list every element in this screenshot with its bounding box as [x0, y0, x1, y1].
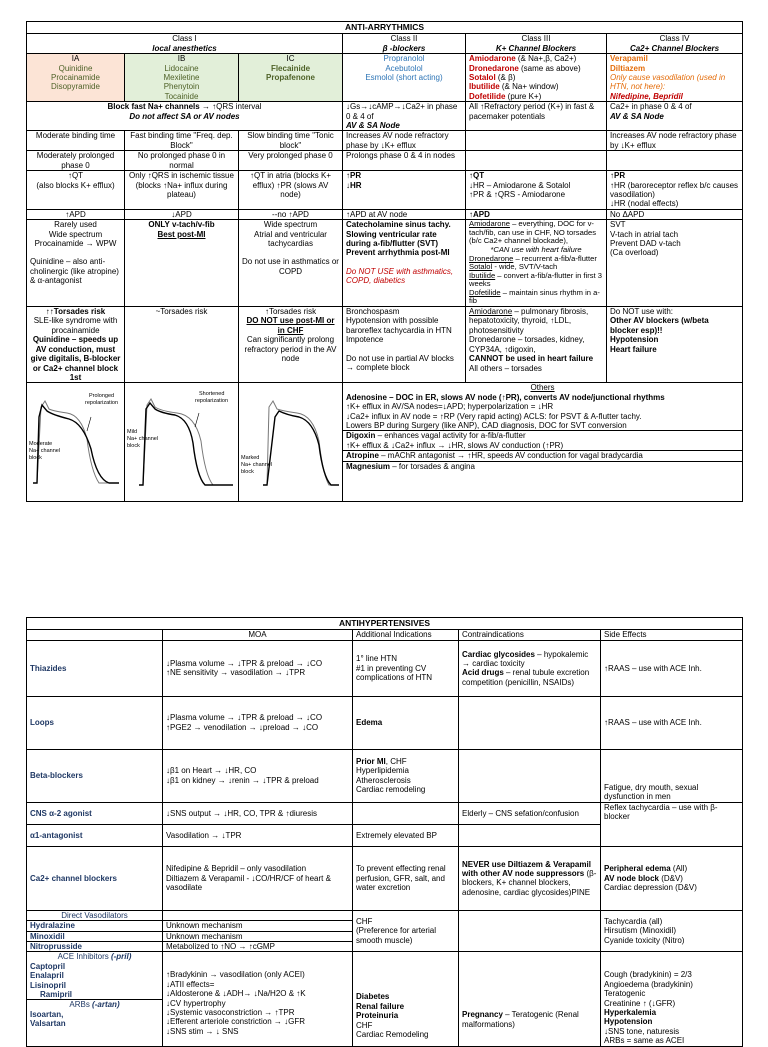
ia-binding: Moderate binding time [27, 131, 125, 151]
adenosine-text: ↓Ca2+ influx in AV node = ↑RP (Very rapid acting) ACLS: for PSVT & A-flutter tachy. [346, 411, 642, 421]
ia-ecg-note: (also blocks K+ efflux) [36, 180, 115, 190]
drug-class-name: Ca2+ channel blockers [27, 846, 163, 910]
class4-ecg: ↑PR [610, 171, 626, 181]
ic-apd: --no ↑APD [239, 209, 343, 219]
ic-label: IC [286, 54, 295, 64]
direct-vasodilators-indication: CHF (Preference for arterial smooth muscle) [353, 910, 459, 952]
class4-binding: Increases AV node refractory phase by ↓K+ efflux [607, 131, 743, 151]
class3-use-drug: Dofetilide [469, 287, 501, 297]
ap-label: Na+ channel [29, 448, 61, 455]
thiazides-contraindication: Acid drugs [462, 668, 504, 678]
thiazides-contraindication: Cardiac glycosides [462, 649, 535, 659]
ace-moa: ↑Bradykinin → vasodilation (only ACEI) ↓ATII effects= ↓Aldosterone & ↓ADH→ ↓Na/H2O & ↑K ↓CV hypertrophy ↓Systemic vasoconstriction → ↑TPR ↓Efferent arteriole constriction → ↓GFR ↓SNS stim → ↓ SNS [163, 952, 353, 1046]
ccb-indication: To prevent effecting renal perfusion, GFR, salt, and water excretion [353, 846, 459, 910]
ia-phase0: Moderately prolonged phase 0 [27, 151, 125, 171]
ccb-side-effect: (D&V) [658, 873, 683, 883]
adenosine-text: Lowers BP during Surgery (like ANP), CAD diagnosis, DOC for SVT conversion [346, 420, 627, 430]
ap-label: repolarization [195, 398, 229, 405]
ace-contraindication: Pregnancy [462, 1010, 503, 1020]
digoxin-text: – enhances vagal activity for a-fib/a-flutter [375, 431, 526, 441]
ccb-side-effect: AV node block [604, 873, 659, 883]
ccb-side-effect: Peripheral edema [604, 864, 671, 874]
drug-class-name: α1-antagonist [27, 824, 163, 846]
class3-use-text: – maintain sinus rhythm in a-fib [469, 287, 600, 306]
ccb-contraindication: (β-blockers, K+ channel blockers, adenosine, cardiac glycosides)PINE [462, 868, 597, 897]
drug-class-name: Loops [27, 696, 163, 749]
ia-toxicity-quinidine: Quinidine – speeds up AV conduction, must give digitalis, B-blocker or Ca2+ channel block 1st [30, 335, 121, 382]
antihypertensives-table [26, 617, 742, 1047]
class3-drug: Dronedarone [469, 63, 519, 73]
class3-drug: Sotalol [469, 73, 496, 83]
column-header [27, 630, 163, 640]
class3-drug-note: (& Na+,β, Ca2+) [515, 54, 577, 64]
ic-toxicity-warning: DO NOT use post-MI or in CHF [246, 316, 335, 335]
ib-label: IB [177, 54, 186, 64]
ic-use: Wide spectrum Atrial and ventricular tachycardias [254, 220, 327, 248]
class2-use-warning: Do NOT USE with asthmatics, COPD, diabetics [346, 266, 454, 286]
ib-drug: Lidocaine [164, 63, 199, 73]
class3-use-text: – everything, DOC for v-tach/fib, can use in CHF, NO torsades (b/c Ca2+ channel blockade), [469, 219, 597, 246]
class3-binding [466, 131, 607, 151]
ace-inhibitors-heading: ACE Inhibitors [57, 952, 109, 962]
antiarrhythmics-title: ANTI-ARRYTHMICS [27, 22, 743, 34]
class2-drug-note: (short acting) [393, 73, 443, 83]
ccb-side-effect: Cardiac depression (D&V) [604, 883, 697, 893]
drug-name: Captopril [30, 961, 66, 971]
drug-name: Lisinopril [30, 980, 66, 990]
ia-label: IA [71, 54, 80, 64]
ia-use-quinidine: Quinidine – also anti-cholinergic (like atropine) & α-antagonist [30, 257, 119, 286]
ic-toxicity: ↑Torsades risk [264, 307, 317, 317]
ib-drug: Mexiletine [163, 73, 200, 83]
ace-inhibitors-suffix: (-pril) [108, 952, 132, 962]
drug-name: Nitroprusside [27, 942, 163, 952]
digoxin-text: ↑K+ efflux & ↓Ca2+ influx → ↓HR, slows AV conduction (↑PR) [346, 440, 564, 450]
ia-use: Rarely used Wide spectrum Procainamide → WPW [34, 220, 117, 248]
ia-drug: Procainamide [51, 73, 100, 83]
ic-phase0: Very prolonged phase 0 [239, 151, 343, 171]
class3-drug-note: (same as above) [518, 63, 581, 73]
class2-ecg: ↓HR [346, 180, 362, 190]
class4-drug: Diltiazem [610, 63, 646, 73]
ic-drug: Flecainide [270, 63, 311, 73]
arbs-heading: ARBs [69, 1000, 90, 1010]
class4-toxicity: Hypotension [610, 335, 659, 345]
ap-label: Moderate [29, 441, 53, 448]
ia-drug: Disopyramide [51, 82, 100, 92]
class3-toxicity: Dronedarone – torsades, kidney, CYP34A, ↑digoxin, [469, 335, 585, 354]
class2-use: Catecholamine sinus tachy. [346, 220, 451, 230]
class4-toxicity: Do NOT use with: [610, 307, 673, 317]
class2-drug: Acebutolol [385, 63, 423, 73]
class3-drug: Dofetilide [469, 91, 506, 101]
class2-phase: Prolongs phase 0 & 4 in nodes [343, 151, 466, 171]
ace-indications: CHF Cardiac Remodeling [356, 1020, 429, 1040]
direct-vasodilators-side-effects: Tachycardia (all) Hirsutism (Minoxidil) Cyanide toxicity (Nitro) [601, 910, 743, 952]
class2-subtitle: β -blockers [382, 43, 426, 53]
class4-note-drugs: Nifedipine, Bepridil [610, 91, 683, 101]
ib-toxicity: ~Torsades risk [125, 307, 239, 383]
class4-drug: Verapamil [610, 54, 648, 64]
beta-blockers-moa: ↓β1 on Heart → ↓HR, CO ↓β1 on kidney → ↓renin → ↓TPR & preload [163, 749, 353, 802]
ace-indications: Diabetes Renal failure Proteinuria [356, 992, 405, 1021]
ace-side-effects: ↓SNS tone, naturesis ARBs = same as ACEI [604, 1026, 685, 1046]
drug-class-name: CNS α-2 agonist [27, 802, 163, 824]
class1-mechanism-note: Do not affect SA or AV nodes [129, 111, 240, 121]
drug-name: Hydralazine [27, 921, 163, 931]
ic-binding: Slow binding time "Tonic block" [239, 131, 343, 151]
direct-vasodilator-moa: Metabolized to ↑NO → ↑cGMP [163, 942, 353, 952]
column-header: Additional Indications [353, 630, 459, 640]
class2-drug: Propranolol [383, 54, 425, 64]
ib-binding: Fast binding time "Freq. dep. Block" [125, 131, 239, 151]
atropine-text: – mAChR antagonist → ↑HR, speeds AV conduction for vagal bradycardia [378, 451, 643, 461]
ic-action-potential-diagram [239, 383, 343, 502]
class3-drug-note: (pure K+) [505, 91, 542, 101]
drug-name: Enalapril [30, 971, 64, 981]
ccb-moa: Nifedipine & Bepridil – only vasodilation Diltiazem & Verapamil - ↓CO/HR/CF of heart & vasodilate [163, 846, 353, 910]
empty-cell [607, 151, 743, 171]
drug-name: Ramipril [40, 990, 73, 1000]
ia-toxicity: ↑↑Torsades risk [45, 307, 106, 317]
ap-label: Prolonged [89, 393, 115, 400]
class3-drug: Amiodarone [469, 54, 516, 64]
atropine-label: Atropine [346, 451, 379, 461]
ace-contraindication: – Teratogenic (Renal malformations) [462, 1010, 579, 1029]
class3-toxicity-drug: Amiodarone [469, 307, 513, 317]
class3-drug-note: (& β) [495, 73, 516, 83]
empty-cell [163, 910, 353, 920]
beta-blockers-indication: Prior MI [356, 757, 386, 766]
ap-label: Shortened [199, 391, 225, 398]
class4-ecg: ↑HR (baroreceptor reflex b/c causes vasodilation) [610, 180, 739, 199]
drug-class-name: Beta-blockers [27, 749, 163, 802]
class2-binding: Increases AV node refractory phase by ↓K+ efflux [343, 131, 466, 151]
ap-label: Na+ channel [241, 462, 273, 469]
ccb-side-effect: (All) [670, 864, 688, 874]
class2-mechanism: ↓Gs→↓cAMP→↓Ca2+ in phase 0 & 4 of [346, 102, 458, 121]
others-heading: Others [530, 383, 555, 393]
digoxin-label: Digoxin [346, 431, 376, 441]
magnesium-label: Magnesium [346, 461, 391, 471]
class4-subtitle: Ca2+ Channel Blockers [629, 43, 720, 53]
class4-use: SVT V-tach in atrial tach Prevent DAD v-tach (Ca overload) [607, 220, 743, 307]
class4-mechanism: Ca2+ in phase 0 & 4 of [610, 102, 692, 112]
empty-cell [459, 824, 601, 846]
adenosine-label: Adenosine [346, 392, 387, 402]
cns-agonist-moa: ↓SNS output → ↓HR, CO, TPR & ↑diuresis [163, 802, 353, 824]
ap-label: block [241, 469, 254, 476]
class1-mechanism-effect: → ↑QRS interval [199, 102, 262, 112]
loops-side-effects: ↑RAAS – use with ACE Inh. [601, 696, 743, 749]
empty-cell [466, 151, 607, 171]
class2-drug: Esmolol [365, 73, 394, 83]
thiazides-moa: ↓Plasma volume → ↓TPR & preload → ↓CO ↑NE sensitivity → vasodilation → ↓TPR [163, 640, 353, 696]
column-header: MOA [163, 630, 353, 640]
adenosine-text: – DOC in ER, slows AV node (↑PR), converts AV node/junctional rhythms [386, 392, 665, 402]
class2-apd: ↑APD at AV node [343, 209, 466, 219]
class3-use-text: - wide, SVT/V-tach [492, 262, 558, 272]
class2-toxicity: Bronchospasm Hypotension with possible baroreflex tachycardia in HTN Impotence [346, 307, 452, 345]
class3-drug-note: (& Na+ window) [499, 82, 559, 92]
ib-drug: Phenytoin [163, 82, 200, 92]
class3-use-text: *CAN use with heart failure [490, 244, 582, 254]
cns-agonist-side-effects: Reflex tachycardia – use with β-blocker [601, 802, 743, 846]
class4-mechanism-site: AV & SA Node [610, 111, 664, 121]
class2-label: Class II [390, 34, 418, 44]
ic-toxicity: Can significantly prolong refractory period in the AV node [244, 335, 337, 364]
class1-label: Class I [172, 34, 197, 44]
class2-use: Slowing ventricular rate during a-fib/flutter (SVT) [346, 229, 438, 248]
ace-side-effects: Cough (bradykinin) = 2/3 Angioedema (bradykinin) Teratogenic Creatinine ↑ (↓GFR) [604, 970, 693, 1008]
ib-apd: ↓APD [125, 209, 239, 219]
empty-cell [353, 802, 459, 824]
adenosine-text: ↑K+ efflux in AV/SA nodes=↓APD; hyperpolarization = ↓HR [346, 402, 554, 412]
ia-toxicity: SLE-like syndrome with procainamide [33, 316, 118, 335]
ib-phase0: No prolonged phase 0 in normal [125, 151, 239, 171]
ap-label: block [29, 455, 42, 462]
antiarrhythmics-table [26, 21, 742, 502]
class2-ecg: ↑PR [346, 171, 362, 181]
drug-class-name: Thiazides [27, 640, 163, 696]
ap-label: repolarization [85, 400, 119, 407]
direct-vasodilators-heading: Direct Vasodilators [27, 910, 163, 920]
ic-drug: Propafenone [266, 73, 315, 83]
class4-ecg: ↓HR (nodal effects) [610, 199, 679, 209]
column-header: Side Effects [601, 630, 743, 640]
class3-ecg: ↓HR – Amiodarone & Sotalol [469, 180, 571, 190]
ib-drug: Tocainide [164, 91, 199, 101]
class2-mechanism-site: AV & SA Node [346, 121, 400, 131]
arbs-suffix: (-artan) [89, 1000, 120, 1010]
ap-label: Mild [127, 429, 138, 436]
ap-label: Marked [241, 455, 260, 462]
ia-drug: Quinidine [58, 63, 93, 73]
empty-cell [459, 910, 601, 952]
class3-use-drug: Sotalol [469, 262, 493, 272]
ccb-contraindication: NEVER use Diltiazem & Verapamil with other AV node suppressors [462, 859, 591, 878]
class4-label: Class IV [659, 34, 690, 44]
class1-mechanism: Block fast Na+ channels [107, 102, 200, 112]
class3-mechanism: All ↑Refractory period (K+) in fast & pacemaker potentials [466, 102, 607, 131]
class3-use-text: – recurrent a-fib/a-flutter [513, 253, 597, 263]
ib-use: ONLY v-tach/v-fib [148, 220, 215, 230]
class3-subtitle: K+ Channel Blockers [495, 43, 577, 53]
alpha1-antagonist-moa: Vasodilation → ↓TPR [163, 824, 353, 846]
magnesium-text: – for torsades & angina [390, 461, 475, 471]
beta-blockers-indication: , CHF Hyperlipidemia Atherosclerosis Cardiac remodeling [356, 757, 426, 795]
ace-side-effects: Hyperkalemia Hypotension [604, 1008, 657, 1027]
loops-indications: Edema [353, 696, 459, 749]
thiazides-indications: 1° line HTN #1 in preventing CV complications of HTN [353, 640, 459, 696]
class3-use-drug: Amiodarone [469, 219, 510, 229]
class3-use-text: – convert a-fib/a-flutter in first 3 weeks [469, 270, 602, 289]
thiazides-side-effects: ↑RAAS – use with ACE Inh. [601, 640, 743, 696]
class3-label: Class III [521, 34, 551, 44]
ia-action-potential-diagram [27, 383, 125, 502]
empty-cell [459, 749, 601, 802]
class4-toxicity: Heart failure [610, 344, 657, 354]
class3-drug: Ibutilide [469, 82, 500, 92]
ap-label: Na+ channel [127, 436, 159, 443]
loops-moa: ↓Plasma volume → ↓TPR & preload → ↓CO ↑PGE2 → venodilation → ↓preload → ↓CO [163, 696, 353, 749]
direct-vasodilator-moa: Unknown mechanism [163, 921, 353, 931]
class3-apd: ↑APD [466, 209, 607, 219]
ia-ecg: ↑QT [67, 171, 84, 181]
class2-toxicity: Do not use in partial AV blocks → complete block [346, 353, 454, 373]
class2-use: Prevent arrhythmia post-MI [346, 248, 450, 258]
beta-blockers-side-effects: Fatigue, dry mouth, sexual dysfunction in men [601, 749, 743, 802]
ap-label: block [127, 443, 140, 450]
drug-name: Minoxidil [27, 931, 163, 941]
thiazides-contraindication: – hypokalemic → cardiac toxicity [462, 649, 589, 668]
cns-agonist-contraindication: Elderly – CNS sefation/confusion [459, 802, 601, 824]
class3-toxicity-warning: CANNOT be used in heart failure [469, 354, 594, 364]
thiazides-contraindication: – renal tubule excretion competition (penicillin, NSAIDs) [462, 668, 590, 687]
column-header: Contraindications [459, 630, 601, 640]
alpha1-antagonist-indication: Extremely elevated BP [353, 824, 459, 846]
class4-apd: No ΔAPD [607, 209, 743, 219]
class3-use-drug: Ibutilide [469, 270, 496, 280]
drug-name: Valsartan [30, 1019, 66, 1029]
class1-subtitle: local anesthetics [152, 43, 217, 53]
ib-ecg: Only ↑QRS in ischemic tissue (blocks ↑Na+ influx during plateau) [125, 171, 239, 210]
class3-use-drug: Dronedarone [469, 253, 514, 263]
class4-note: Only cause vasodilation (used in HTN, not here): [610, 73, 726, 92]
antihypertensives-title: ANTIHYPERTENSIVES [27, 618, 743, 630]
empty-cell [459, 696, 601, 749]
class3-ecg: ↑PR & ↑QRS - Amiodarone [469, 189, 566, 199]
ib-use-best: Best post-MI [157, 229, 206, 239]
class4-toxicity: Other AV blockers (w/beta blocker esp)!! [610, 316, 709, 335]
ib-action-potential-diagram [125, 383, 239, 502]
direct-vasodilator-moa: Unknown mechanism [163, 931, 353, 941]
ic-use-note: Do not use in asthmatics or COPD [242, 257, 339, 276]
class3-toxicity: – pulmonary fibrosis, hepatotoxicity, thyroid, ↑LDL, photosensitivity [469, 307, 589, 335]
class3-toxicity: All others – torsades [469, 363, 542, 373]
ic-ecg: ↑QT in atria (blocks K+ efflux) ↑PR (slows AV node) [239, 171, 343, 210]
ia-apd: ↑APD [27, 209, 125, 219]
class3-ecg: ↑QT [469, 171, 485, 181]
drug-name: Isoartan, [30, 1009, 64, 1019]
